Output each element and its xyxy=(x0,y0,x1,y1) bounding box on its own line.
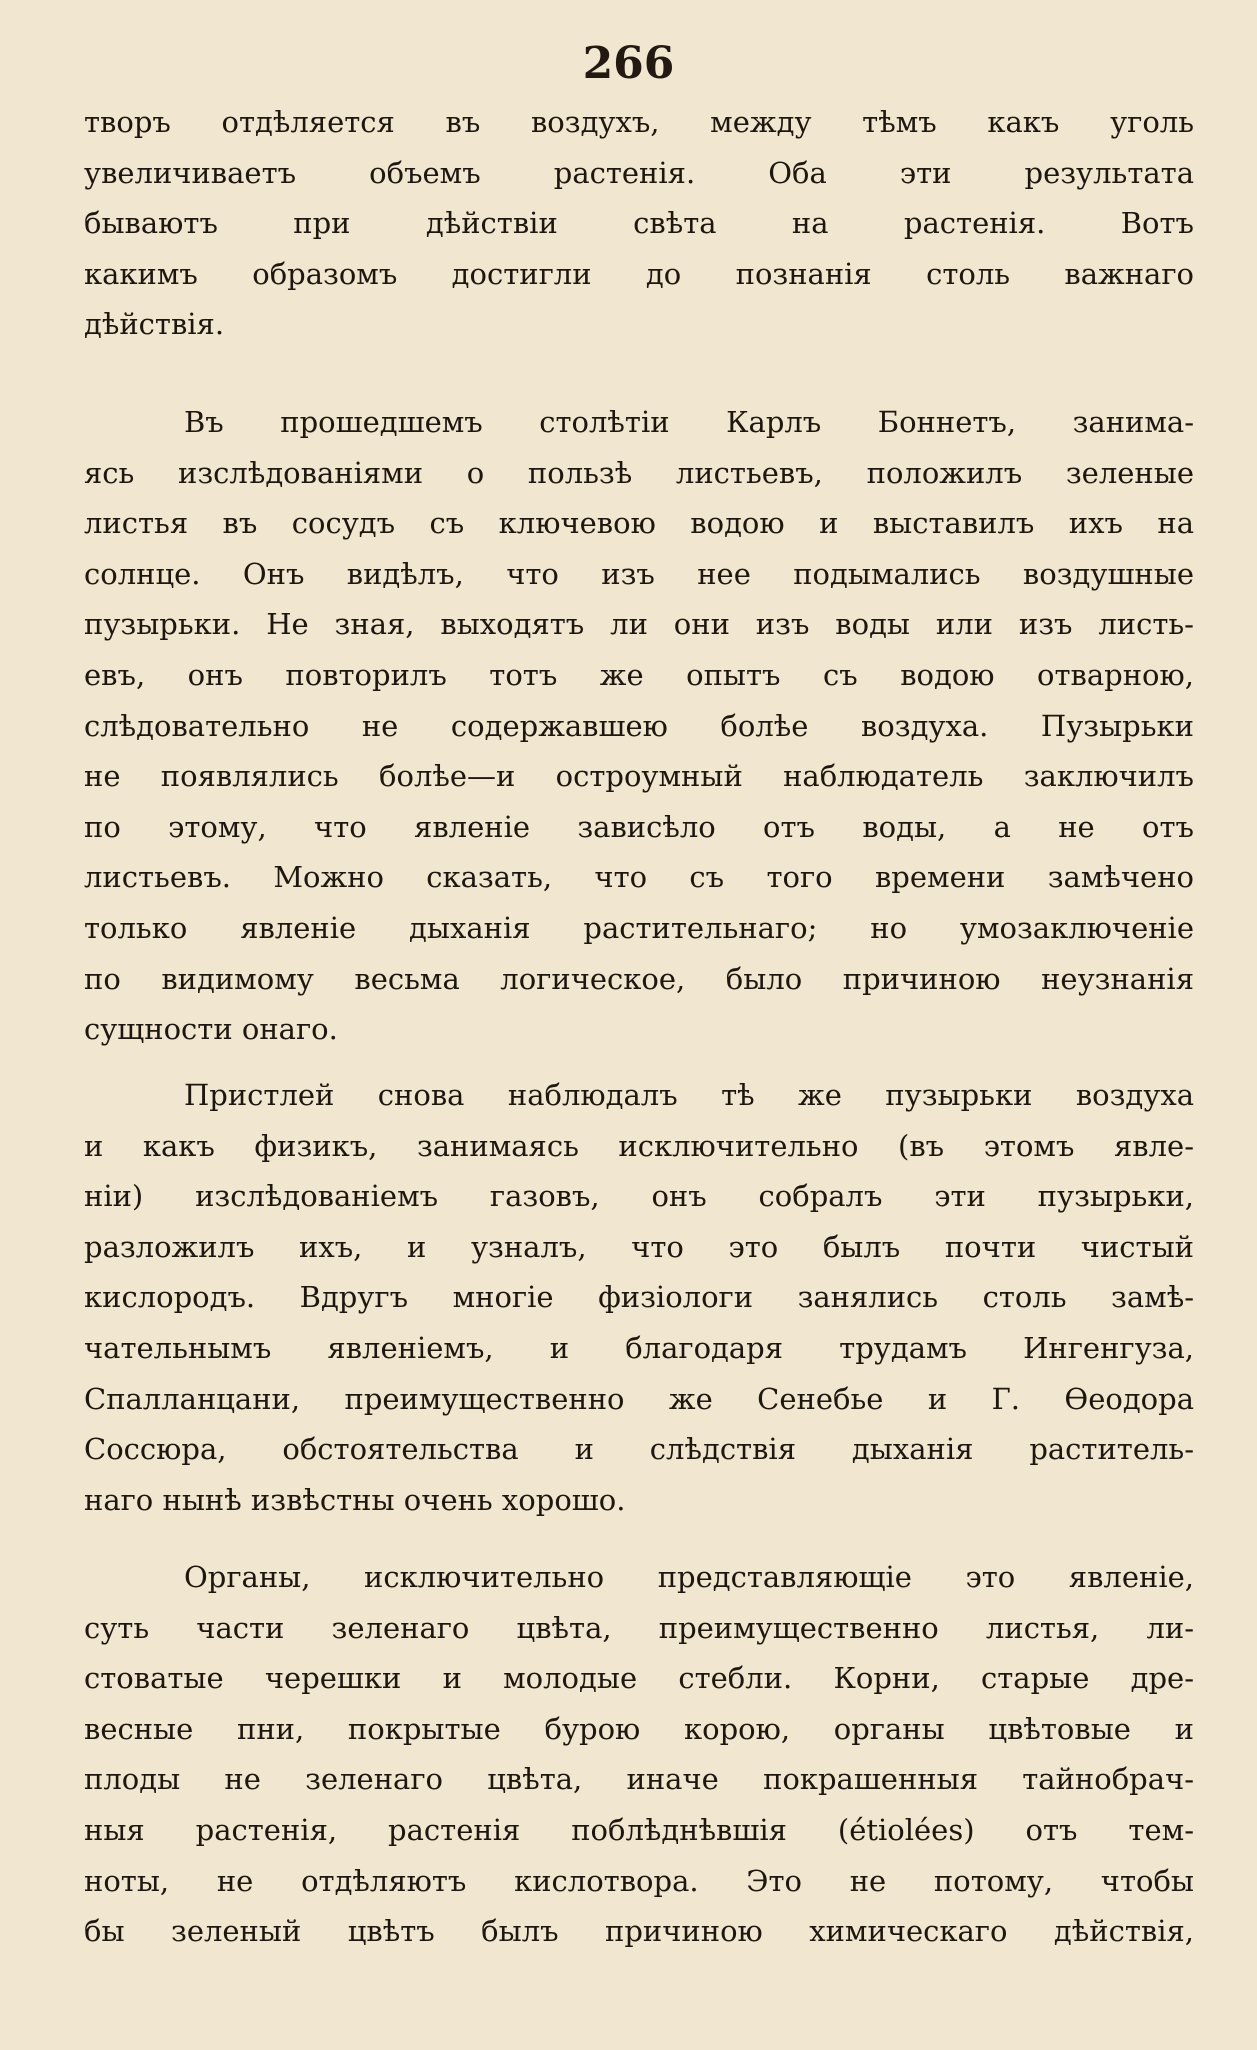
text-line: только явленіе дыханія растительнаго; но умозаключеніе xyxy=(84,910,1194,945)
text-line: по видимому весьма логическое, было причиною неузнанія xyxy=(84,961,1194,996)
text-line: листьевъ. Можно сказать, что съ того времени замѣчено xyxy=(84,860,1194,895)
text-line: Органы, исключительно представляющіе это явленіе, xyxy=(184,1560,1194,1594)
text-line: бы зеленый цвѣтъ былъ причиною химическаго дѣйствія, xyxy=(84,1914,1194,1949)
paragraph-4 xyxy=(84,1552,1194,1957)
text-line: солнце. Онъ видѣлъ, что изъ нее подымались воздушные xyxy=(84,556,1194,591)
paragraph-3 xyxy=(84,1070,1194,1525)
text-line: ясь изслѣдованіями о пользѣ листьевъ, положилъ зеленые xyxy=(84,455,1194,490)
text-line: увеличиваетъ объемъ растенія. Оба эти результата xyxy=(84,155,1194,190)
text-line: какимъ образомъ достигли до познанія столь важнаго xyxy=(84,256,1194,291)
text-line: плоды не зеленаго цвѣта, иначе покрашенныя тайнобрач- xyxy=(84,1762,1194,1797)
text-line: суть части зеленаго цвѣта, преимущественно листья, ли- xyxy=(84,1610,1194,1645)
text-line: творъ отдѣляется въ воздухъ, между тѣмъ какъ уголь xyxy=(84,105,1194,139)
text-line: евъ, онъ повторилъ тотъ же опытъ съ водою отварною, xyxy=(84,657,1194,692)
page-number: 266 xyxy=(582,38,675,89)
text-line: кислородъ. Вдругъ многіе физіологи занялись столь замѣ- xyxy=(84,1280,1194,1315)
text-line: Спалланцани, преимущественно же Сенебье и Г. Ѳеодора xyxy=(84,1381,1194,1416)
text-line: пузырьки. Не зная, выходятъ ли они изъ воды или изъ листь- xyxy=(84,607,1194,642)
text-line: чательнымъ явленіемъ, и благодаря трудамъ Ингенгуза, xyxy=(84,1330,1194,1365)
paragraph-2 xyxy=(84,397,1194,1055)
text-line: не появлялись болѣе—и остроумный наблюдатель заключилъ xyxy=(84,759,1194,794)
text-line: ноты, не отдѣляютъ кислотвора. Это не потому, чтобы xyxy=(84,1863,1194,1898)
text-line: и какъ физикъ, занимаясь исключительно (въ этомъ явле- xyxy=(84,1128,1194,1163)
text-line: Пристлей снова наблюдалъ тѣ же пузырьки воздуха xyxy=(184,1078,1194,1112)
text-line: наго нынѣ извѣстны очень хорошо. xyxy=(84,1482,626,1517)
paragraph-1 xyxy=(84,97,1194,350)
text-line: бываютъ при дѣйствіи свѣта на растенія. Вотъ xyxy=(84,206,1194,241)
text-line: ныя растенія, растенія поблѣднѣвшія (étiolées) отъ тем- xyxy=(84,1812,1194,1847)
text-line: сущности онаго. xyxy=(84,1012,338,1047)
text-line: слѣдовательно не содержавшею болѣе воздуха. Пузырьки xyxy=(84,708,1194,743)
text-line: дѣйствія. xyxy=(84,307,225,342)
text-line: разложилъ ихъ, и узналъ, что это былъ почти чистый xyxy=(84,1229,1194,1264)
text-line: весные пни, покрытые бурою корою, органы цвѣтовые и xyxy=(84,1711,1194,1746)
text-line: по этому, что явленіе зависѣло отъ воды, а не отъ xyxy=(84,809,1194,844)
text-line: стоватые черешки и молодые стебли. Корни, старые дре- xyxy=(84,1661,1194,1696)
text-line: листья въ сосудъ съ ключевою водою и выставилъ ихъ на xyxy=(84,506,1194,541)
text-line: ніи) изслѣдованіемъ газовъ, онъ собралъ эти пузырьки, xyxy=(84,1179,1194,1214)
text-line: Въ прошедшемъ столѣтіи Карлъ Боннетъ, занима- xyxy=(184,405,1194,439)
text-line: Соссюра, обстоятельства и слѣдствія дыханія раститель- xyxy=(84,1432,1194,1467)
